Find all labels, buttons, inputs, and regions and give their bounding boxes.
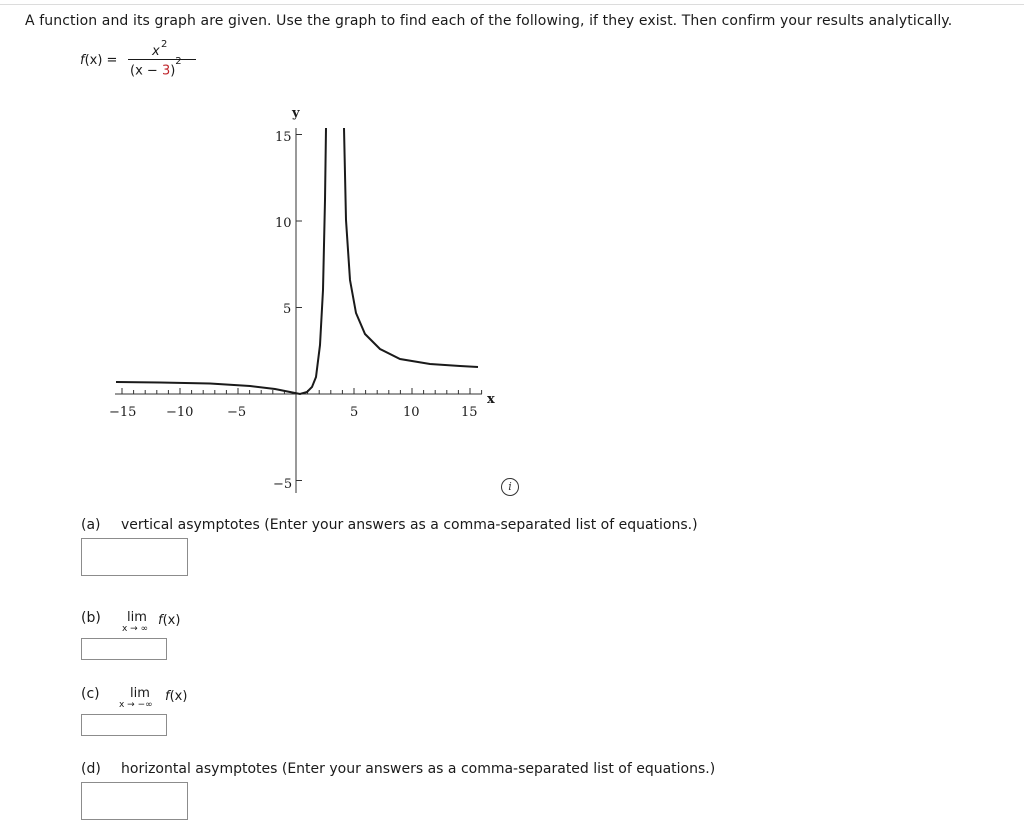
top-divider (0, 4, 1024, 5)
function-label: f(x) = (80, 53, 118, 68)
x-tick-label: −15 (109, 405, 137, 420)
part-d: (d) horizontal asymptotes (Enter your answers as a comma-separated list of equations.) (81, 761, 716, 777)
x-axis-label: x (487, 392, 495, 407)
limit-c: lim x → −∞ f(x) (119, 686, 188, 710)
limit-b: lim x → ∞ f(x) (122, 610, 181, 634)
part-c-letter: (c) (81, 686, 100, 702)
x-tick-label: 5 (350, 405, 359, 420)
y-axis-label: y (292, 106, 300, 121)
x-tick-label: 15 (461, 405, 478, 420)
info-icon[interactable]: i (501, 478, 519, 496)
y-axis-ticks (296, 135, 302, 481)
curve-left-branch (116, 128, 326, 394)
denominator: $(x - 3)^2$ (130, 56, 182, 79)
y-tick-label: 5 (283, 302, 292, 317)
x-tick-label: −5 (227, 405, 247, 420)
question-prompt: A function and its graph are given. Use the graph to find each of the following, if they exist. Then confirm your results analytically. (25, 13, 953, 29)
curve-right-branch (344, 128, 478, 367)
y-tick-label: −5 (273, 477, 293, 492)
y-tick-label: 15 (275, 130, 292, 145)
fraction-bar (128, 59, 196, 60)
y-tick-label: 10 (275, 216, 292, 231)
vertical-asymptotes-input[interactable] (81, 538, 188, 576)
limit-neg-infinity-input[interactable] (81, 714, 167, 736)
x-tick-label: −10 (166, 405, 194, 420)
x-tick-label: 10 (403, 405, 420, 420)
limit-infinity-input[interactable] (81, 638, 167, 660)
part-a: (a) vertical asymptotes (Enter your answers as a comma-separated list of equations.) (81, 517, 698, 533)
part-b-letter: (b) (81, 610, 101, 626)
function-fraction (128, 40, 196, 79)
horizontal-asymptotes-input[interactable] (81, 782, 188, 820)
function-graph (100, 100, 520, 500)
numerator: x 2 (152, 39, 168, 59)
